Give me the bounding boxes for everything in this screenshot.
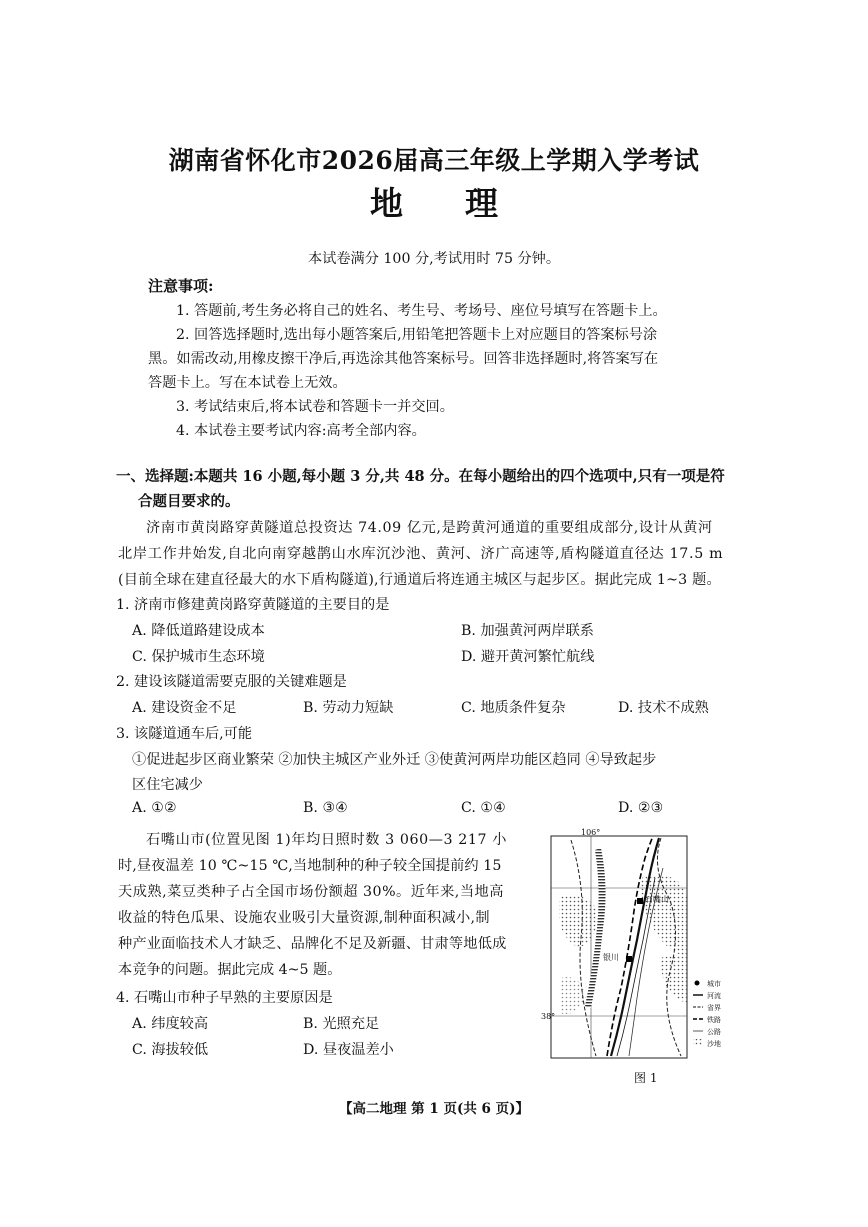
city-label: 银川 [603,953,619,962]
notice-line: 2. 回答选择题时,选出每小题答案后,用铅笔把答题卡上对应题目的答案标号涂 [176,327,658,343]
map-graphic [541,828,753,1066]
passage-line: 济南市黄岗路穿黄隧道总投资达 74.09 亿元,是跨黄河通道的重要组成部分,设计从黄河 [146,520,713,536]
question-items-cont: 区住宅减少 [132,777,203,793]
city-marker [637,898,643,904]
passage-line: 收益的特色瓜果、设施农业吸引大量资源,制种面积减小,制 [118,910,490,926]
option-d: D. 避开黄河繁忙航线 [461,649,595,665]
passage-line: 种产业面临技术人才缺乏、品牌化不足及新疆、甘肃等地低成 [118,936,507,952]
question-stem: 4. 石嘴山市种子早熟的主要原因是 [116,990,333,1006]
exam-intro: 本试卷满分 100 分,考试用时 75 分钟。 [307,251,561,267]
section-heading-cont: 合题目要求的。 [138,493,240,510]
option-a: A. ①② [132,800,177,816]
notice-line: 1. 答题前,考生务必将自己的姓名、考生号、考场号、座位号填写在答题卡上。 [176,303,667,319]
passage-line: 北岸工作井始发,自北向南穿越鹊山水库沉沙池、黄河、济广高速等,盾构隧道直径达 17.5 m [118,546,724,562]
option-c: C. 保护城市生态环境 [132,649,265,665]
option-b: B. 加强黄河两岸联系 [461,623,594,639]
notice-heading: 注意事项: [148,277,214,295]
legend-label: 沙地 [707,1040,721,1048]
subject-title: 地理 [370,184,560,223]
option-b: B. 光照充足 [303,1016,380,1032]
notice-line: 3. 考试结束后,将本试卷和答题卡一并交回。 [176,399,454,415]
option-d: D. 昼夜温差小 [303,1042,394,1058]
option-c: C. 地质条件复杂 [461,700,566,716]
figure-map [541,828,753,1066]
question-stem: 3. 该隧道通车后,可能 [116,726,253,742]
city-label: 石嘴山 [645,895,669,904]
question-stem: 2. 建设该隧道需要克服的关键难题是 [116,674,347,690]
exam-title: 湖南省怀化市2026届高三年级上学期入学考试 [168,146,700,175]
option-d: D. ②③ [618,800,664,816]
figure-caption: 图 1 [634,1071,658,1085]
passage-line: 时,昼夜温差 10 ℃~15 ℃,当地制种的种子较全国提前约 15 [118,858,502,874]
option-a: A. 纬度较高 [132,1016,209,1032]
passage-line: (目前全球在建直径最大的水下盾构隧道),行通道后将连通主城区与起步区。据此完成 1~3 题。 [118,572,721,588]
legend-label: 铁路 [707,1016,721,1024]
question-items: ①促进起步区商业繁荣 ②加快主城区产业外迁 ③使黄河两岸功能区趋同 ④导致起步 [132,752,657,768]
option-b: B. ③④ [303,800,348,816]
option-b: B. 劳动力短缺 [303,700,394,716]
legend-label: 河流 [707,992,721,1000]
question-stem: 1. 济南市修建黄岗路穿黄隧道的主要目的是 [116,597,390,613]
legend-label: 省界 [707,1004,721,1012]
option-c: C. ①④ [461,800,506,816]
notice-line: 4. 本试卷主要考试内容:高考全部内容。 [176,423,426,439]
legend-label: 公路 [707,1028,721,1036]
longitude-label: 106° [581,828,601,837]
notice-line: 黑。如需改动,用橡皮擦干净后,再选涂其他答案标号。回答非选择题时,将答案写在 [148,351,659,367]
passage-line: 天成熟,菜豆类种子占全国市场份额超 30%。近年来,当地高 [118,884,504,900]
page-footer: 【高二地理 第 1 页(共 6 页)】 [338,1101,530,1117]
city-marker [626,956,632,962]
latitude-label: 38° [541,1012,556,1021]
option-a: A. 建设资金不足 [132,700,237,716]
passage-line: 本竞争的问题。据此完成 4~5 题。 [118,962,342,978]
section-heading: 一、选择题:本题共 16 小题,每小题 3 分,共 48 分。在每小题给出的四个选项中,只有一项是符 [116,468,725,485]
option-a: A. 降低道路建设成本 [132,623,265,639]
option-d: D. 技术不成熟 [618,700,709,716]
passage-line: 石嘴山市(位置见图 1)年均日照时数 3 060—3 217 小 [146,832,508,848]
option-c: C. 海拔较低 [132,1042,209,1058]
notice-line: 答题卡上。写在本试卷上无效。 [148,375,347,391]
legend-label: 城市 [707,980,721,988]
